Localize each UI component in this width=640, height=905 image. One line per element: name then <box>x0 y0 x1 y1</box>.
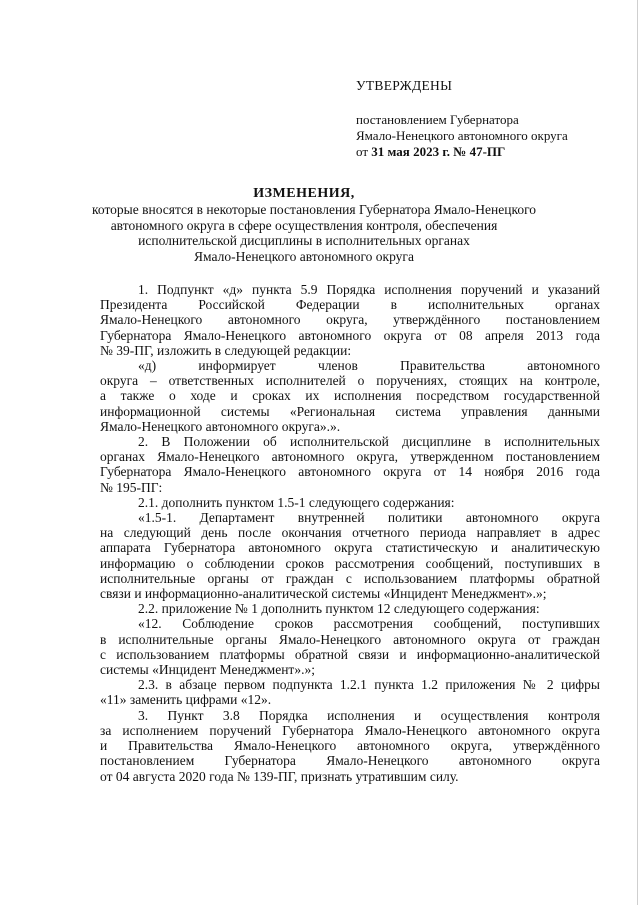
body-line: 2.3. в абзаце первом подпункта 1.2.1 пункта 1.2 приложения № 2 цифры <box>138 677 600 693</box>
body-line: «д) информирует членов Правительства автономного <box>138 358 600 374</box>
body-line: «12. Соблюдение сроков рассмотрения сообщений, поступивших <box>138 616 600 632</box>
document-title-block <box>92 186 537 264</box>
approval-date-line <box>356 144 626 160</box>
body-line: Президента Российской Федерации в исполнительных органах <box>100 297 600 313</box>
body-line: на следующий день после окончания отчетного периода направляет в адрес <box>100 525 600 541</box>
body-line: Губернатора Ямало-Ненецкого автономного округа от 14 ноября 2016 года <box>100 464 600 480</box>
body-line: округа – ответственных исполнителей о поручениях, стоящих на контроле, <box>100 373 600 389</box>
body-line: «11» заменить цифрами «12». <box>100 692 272 708</box>
body-line: и Правительства Ямало-Ненецкого автономного округа, утверждённого <box>100 738 600 754</box>
body-line: аппарата Губернатора автономного округа статистическую и аналитическую <box>100 540 600 556</box>
body-line: № 195-ПГ: <box>100 479 163 495</box>
page-edge <box>636 0 640 905</box>
body-line: за исполнением поручений Губернатора Ямало-Ненецкого автономного округа <box>100 722 600 738</box>
approval-block <box>356 78 626 160</box>
body-line: в исполнительные органы Ямало-Ненецкого автономного округа от граждан <box>100 631 600 647</box>
body-line: № 39-ПГ, изложить в следующей редакции: <box>100 342 352 358</box>
approval-line: Ямало-Ненецкого автономного округа <box>356 128 568 143</box>
body-line: Ямало-Ненецкого автономного округа, утверждённого постановлением <box>100 312 600 328</box>
body-line: Губернатора Ямало-Ненецкого автономного округа от 08 апреля 2013 года <box>100 327 600 343</box>
document-title: ИЗМЕНЕНИЯ, <box>253 186 355 201</box>
body-line: с использованием платформы обратной связи и информационно-аналитической <box>100 646 600 662</box>
body-line: а также о ходе и сроках их исполнения посредством государственной <box>100 388 600 404</box>
body-line: информацию о соблюдении сроков рассмотрения сообщений, поступивших в <box>100 555 600 571</box>
title-line: которые вносятся в некоторые постановления Губернатора Ямало-Ненецкого <box>92 202 537 218</box>
body-line: 1. Подпункт «д» пункта 5.9 Порядка исполнения поручений и указаний <box>138 282 600 297</box>
body-line: 2.1. дополнить пунктом 1.5-1 следующего содержания: <box>138 494 455 510</box>
body-line: органах Ямало-Ненецкого автономного округа, утвержденном постановлением <box>100 449 600 465</box>
title-line: Ямало-Ненецкого автономного округа <box>194 248 414 264</box>
body-line: Ямало-Ненецкого автономного округа».». <box>100 418 341 434</box>
body-line: связи и информационно-аналитической системы «Инцидент Менеджмент».»; <box>100 586 547 602</box>
body-line: информационной системы «Региональная система управления данными <box>100 403 600 419</box>
document-body <box>100 282 600 784</box>
title-line: исполнительской дисциплины в исполнительных органах <box>138 233 470 249</box>
title-line: автономного округа в сфере осуществления контроля, обеспечения <box>110 217 498 233</box>
body-line: 2.2. приложение № 1 дополнить пунктом 12 следующего содержания: <box>138 601 540 617</box>
approval-heading: УТВЕРЖДЕНЫ <box>356 78 453 93</box>
approval-date: 31 мая 2023 г. № 47-ПГ <box>371 144 506 159</box>
body-line: 2. В Положении об исполнительской дисциплине в исполнительных <box>138 434 600 450</box>
approval-date-prefix: от <box>356 144 372 159</box>
body-line: системы «Инцидент Менеджмент».»; <box>100 662 315 678</box>
body-line: постановлением Губернатора Ямало-Ненецкого автономного округа <box>100 753 600 769</box>
body-line: от 04 августа 2020 года № 139-ПГ, признать утратившим силу. <box>100 768 459 784</box>
approval-line: постановлением Губернатора <box>356 112 519 127</box>
body-line: «1.5-1. Департамент внутренней политики автономного округа <box>138 510 600 526</box>
body-line: 3. Пункт 3.8 Порядка исполнения и осуществления контроля <box>138 707 600 723</box>
body-line: исполнительные органы от граждан с использованием платформы обратной <box>100 570 600 586</box>
